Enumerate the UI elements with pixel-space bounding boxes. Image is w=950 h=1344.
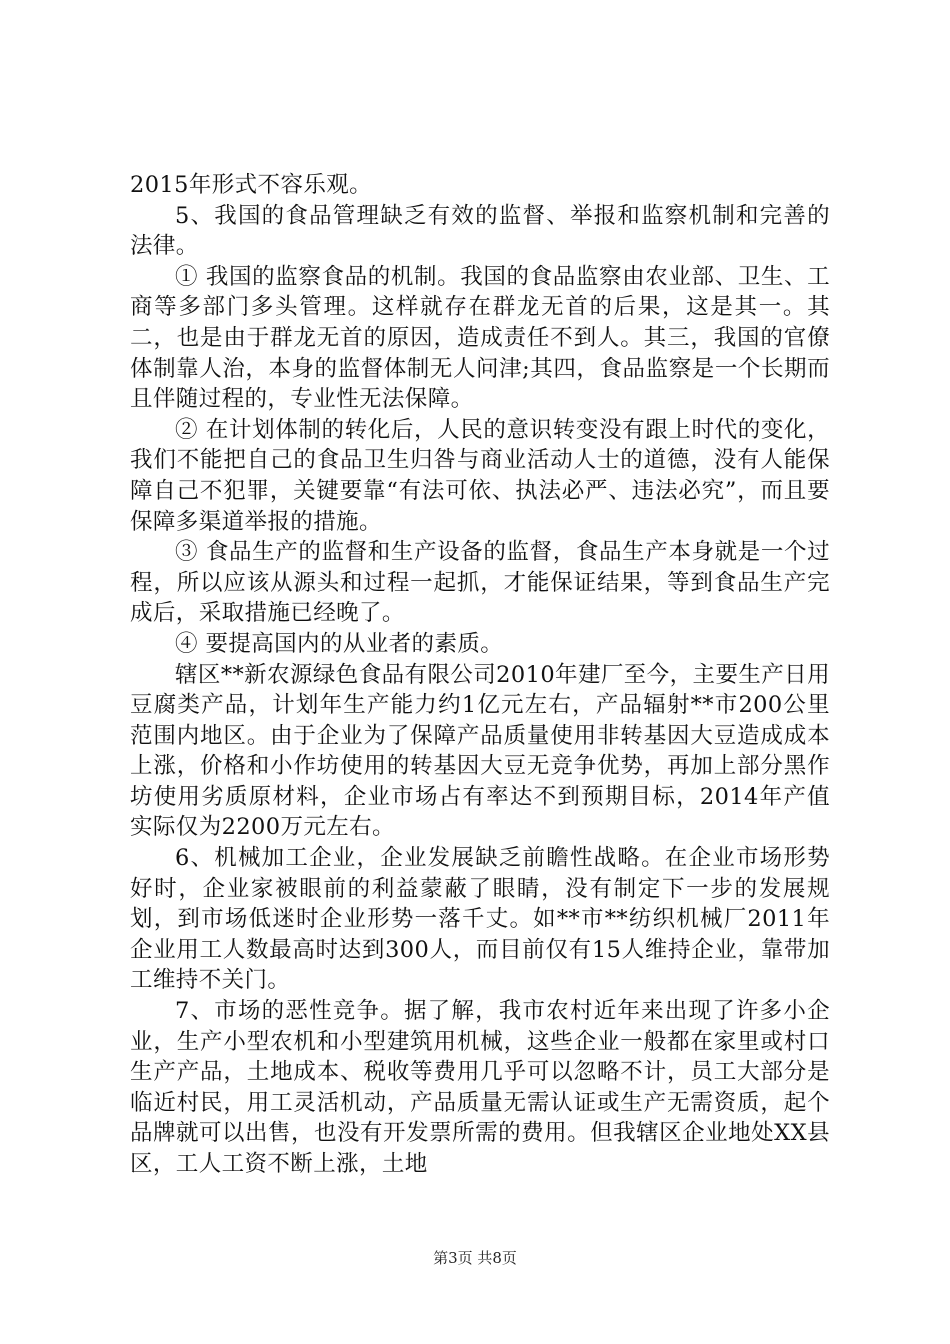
- paragraph-3: ① 我国的监察食品的机制。我国的食品监察由农业部、卫生、工商等多部门多头管理。这样就存在群龙无首的后果，这是其一。其二，也是由于群龙无首的原因，造成责任不到人。其三，我国的官僚体制靠人治，本身的监督体制无人问津;其四，食品监察是一个长期而且伴随过程的，专业性无法保障。: [130, 263, 830, 413]
- paragraph-6: ④ 要提高国内的从业者的素质。: [175, 630, 504, 657]
- paragraph-7: 辖区**新农源绿色食品有限公司2010年建厂至今，主要生产日用豆腐类产品，计划年生产能力约1亿元左右，产品辐射**市200公里范围内地区。由于企业为了保障产品质量使用非转基因大豆造成成本上涨，价格和小作坊使用的转基因大豆无竞争优势，再加上部分黑作坊使用劣质原材料，企业市场占有率达不到预期目标，2014年产值实际仅为2200万元左右。: [130, 661, 830, 841]
- paragraph-2: 5、我国的食品管理缺乏有效的监督、举报和监察机制和完善的法律。: [130, 202, 830, 260]
- paragraph-5: ③ 食品生产的监督和生产设备的监督，食品生产本身就是一个过程，所以应该从源头和过程一起抓，才能保证结果，等到食品生产完成后，采取措施已经晚了。: [130, 539, 830, 627]
- paragraph-9: 7、市场的恶性竞争。据了解，我市农村近年来出现了许多小企业，生产小型农机和小型建筑用机械，这些企业一般都在家里或村口生产产品，土地成本、税收等费用几乎可以忽略不计，员工大部分是临近村民，用工灵活机动，产品质量无需认证或生产无需资质，起个品牌就可以出售，也没有开发票所需的费用。但我辖区企业地处XX县区，工人工资不断上涨，土地: [130, 998, 830, 1177]
- paragraph-8: 6、机械加工企业，企业发展缺乏前瞻性战略。在企业市场形势好时，企业家被眼前的利益蒙蔽了眼睛，没有制定下一步的发展规划，到市场低迷时企业形势一落千丈。如**市**纺织机械厂2011年企业用工人数最高时达到300人，而目前仅有15人维持企业，靠带加工维持不关门。: [130, 845, 830, 994]
- document-body: [130, 170, 830, 1180]
- paragraph-4: ② 在计划体制的转化后，人民的意识转变没有跟上时代的变化，我们不能把自己的食品卫生归咎与商业活动人士的道德，没有人能保障自己不犯罪，关键要靠“有法可依、执法必严、违法必究”，而且要保障多渠道举报的措施。: [130, 416, 830, 535]
- page-footer: 第3页 共8页: [433, 1249, 517, 1267]
- paragraph-1: 2015年形式不容乐观。: [130, 172, 373, 198]
